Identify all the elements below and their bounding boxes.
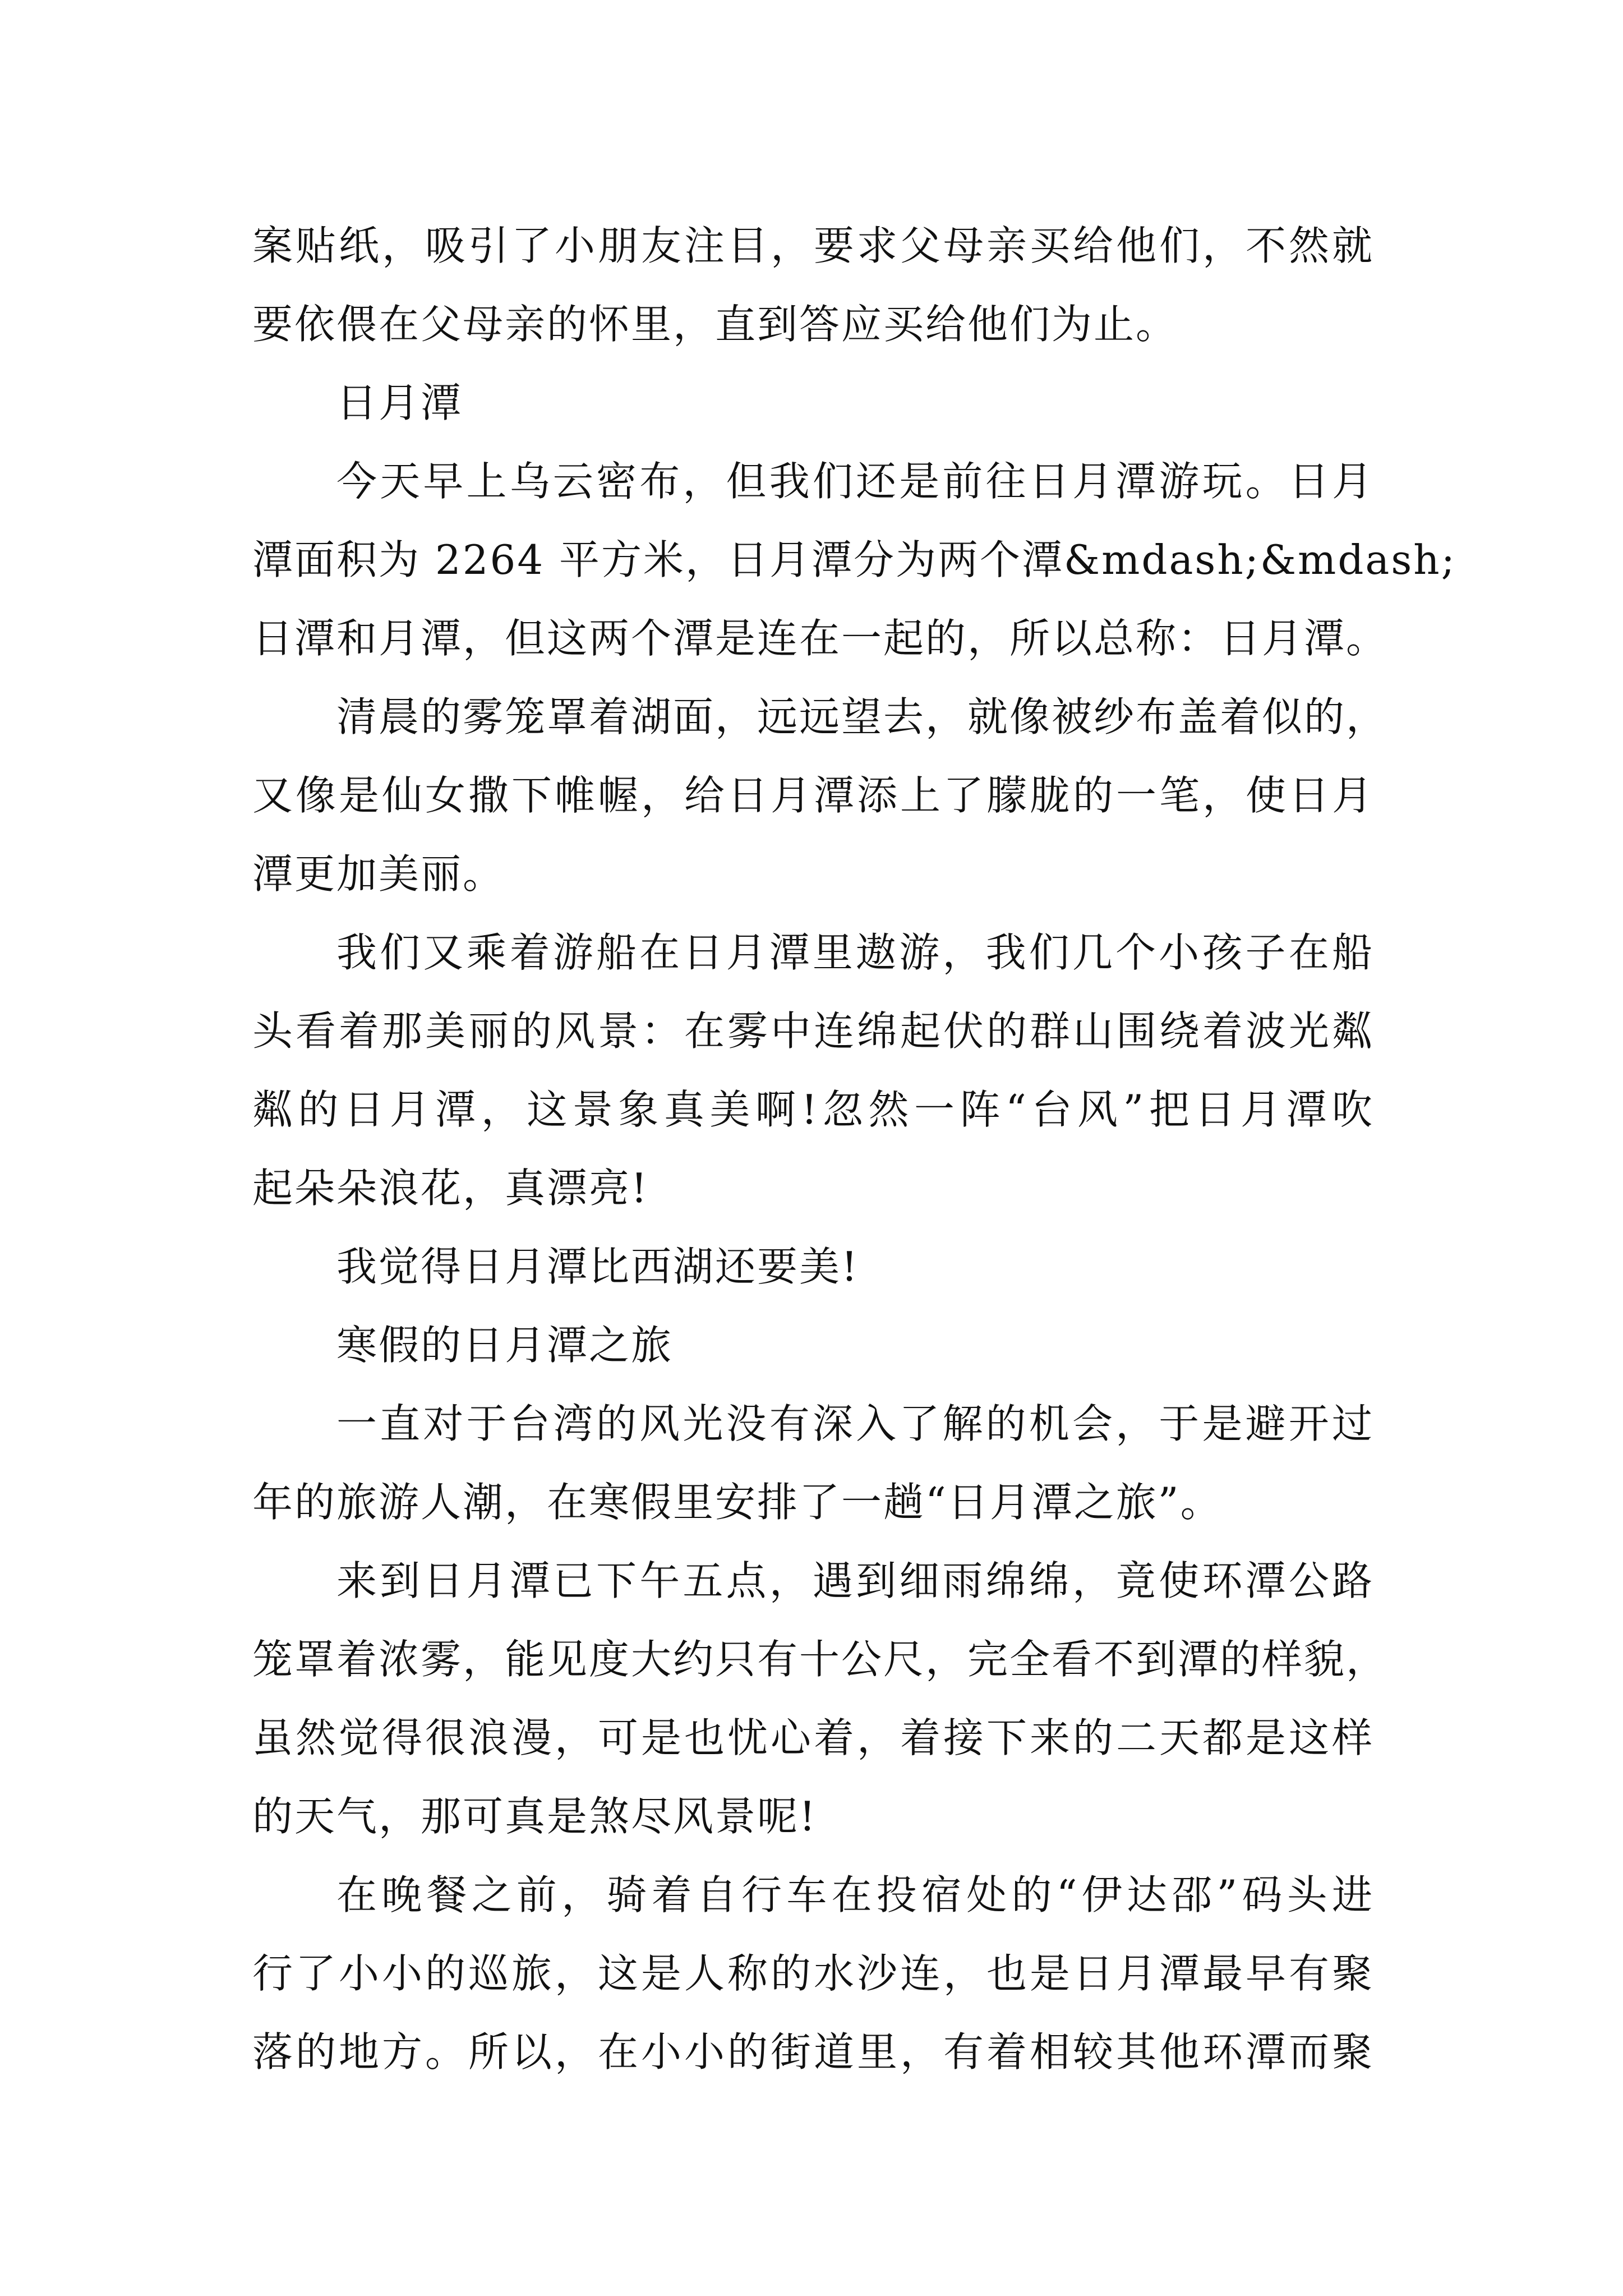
text-line: 我觉得日月潭比西湖还要美!	[336, 1243, 859, 1290]
text-line: 虽然觉得很浪漫，可是也忧心着，着接下来的二天都是这样	[252, 1714, 1374, 1761]
text-line: 我们又乘着游船在日月潭里遨游，我们几个小孩子在船	[336, 929, 1374, 976]
text-line: 落的地方。所以，在小小的街道里，有着相较其他环潭而聚	[252, 2028, 1374, 2076]
section-heading: 寒假的日月潭之旅	[336, 1322, 674, 1369]
text-line: 在晚餐之前，骑着自行车在投宿处的“伊达邵”码头进	[336, 1871, 1374, 1918]
text-line: 行了小小的巡旅，这是人称的水沙连，也是日月潭最早有聚	[252, 1950, 1374, 1997]
text-line: 一直对于台湾的风光没有深入了解的机会，于是避开过	[336, 1400, 1374, 1447]
text-line: 潭面积为 2264 平方米，日月潭分为两个潭&mdash;&mdash;	[252, 536, 1456, 583]
text-line: 今天早上乌云密布，但我们还是前往日月潭游玩。日月	[336, 458, 1374, 505]
text-line: 笼罩着浓雾，能见度大约只有十公尺，完全看不到潭的样貌，	[252, 1636, 1389, 1683]
text-line: 年的旅游人潮，在寒假里安排了一趟“日月潭之旅”。	[252, 1479, 1223, 1526]
text-line: 清晨的雾笼罩着湖面，远远望去，就像被纱布盖着似的，	[336, 693, 1389, 740]
text-line: 潭更加美丽。	[252, 850, 505, 898]
text-line: 日潭和月潭，但这两个潭是连在一起的，所以总称：日月潭。	[252, 615, 1389, 662]
text-line: 来到日月潭已下午五点，遇到细雨绵绵，竟使环潭公路	[336, 1557, 1374, 1604]
text-line: 粼的日月潭，这景象真美啊!忽然一阵“台风”把日月潭吹	[252, 1086, 1374, 1133]
text-line: 又像是仙女撒下帷幄，给日月潭添上了朦胧的一笔，使日月	[252, 772, 1374, 819]
section-heading: 日月潭	[336, 379, 463, 426]
text-line: 起朵朵浪花，真漂亮!	[252, 1165, 649, 1212]
text-line: 头看着那美丽的风景：在雾中连绵起伏的群山围绕着波光粼	[252, 1007, 1374, 1055]
text-line: 案贴纸，吸引了小朋友注目，要求父母亲买给他们，不然就	[252, 222, 1374, 269]
text-line: 的天气，那可真是煞尽风景呢!	[252, 1793, 817, 1840]
text-line: 要依偎在父母亲的怀里，直到答应买给他们为止。	[252, 301, 1178, 348]
